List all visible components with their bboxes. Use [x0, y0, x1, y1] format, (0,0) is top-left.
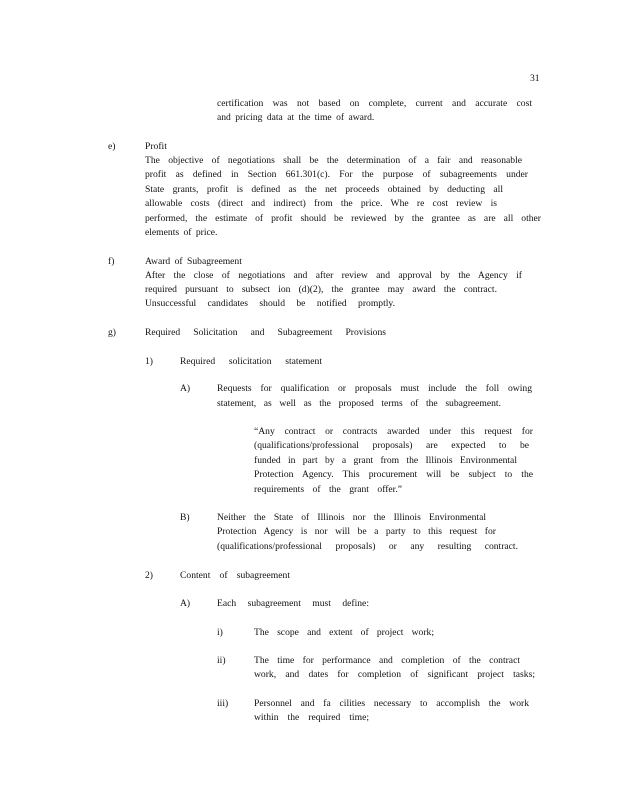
text-line: The scope and extent of project work;	[254, 627, 434, 638]
section-label: e)	[108, 141, 116, 152]
quote-line: “Any contract or contracts awarded under this request for	[254, 426, 533, 437]
quote-line: (qualifications/professional proposals) are expected to be	[254, 440, 529, 451]
text-line: Personnel and fa cilities necessary to accomplish the work	[254, 698, 529, 709]
text-line: allowable costs (direct and indirect) from the price. Whe re cost review is	[145, 198, 497, 209]
text-line: After the close of negotiations and after review and approval by the Agency if	[145, 270, 522, 281]
text-line: State grants, profit is defined as the net proceeds obtained by deducting all	[145, 184, 503, 195]
roman-label: i)	[217, 627, 223, 638]
text-line: performed, the estimate of profit should be reviewed by the grantee as are all other	[145, 213, 541, 224]
quote-line: requirements of the grant offer.”	[254, 484, 402, 495]
quote-line: funded in part by a grant from the Illinois Environmental	[254, 455, 517, 466]
section-title: Award of Subagreement	[145, 256, 242, 267]
quote-line: Protection Agency. This procurement will be subject to the	[254, 469, 533, 480]
subsection-label: 2)	[145, 570, 153, 581]
item-label: A)	[180, 383, 191, 394]
text-line: Unsuccessful candidates should be notified promptly.	[145, 298, 395, 309]
text-line: Each subagreement must define:	[217, 598, 369, 609]
text-line: Protection Agency is nor will be a party to this request for	[217, 526, 496, 537]
text-line: profit as defined in Section 661.301(c). For the purpose of subagreements under	[145, 169, 528, 180]
subsection-title: Required solicitation statement	[180, 356, 322, 367]
text-line: required pursuant to subsect ion (d)(2), the grantee may award the contract.	[145, 284, 497, 295]
text-line: work, and dates for completion of significant project tasks;	[254, 669, 535, 680]
text-line: within the required time;	[254, 712, 369, 723]
section-title: Required Solicitation and Subagreement Provisions	[145, 327, 386, 338]
text-line: and pricing data at the time of award.	[217, 112, 375, 123]
text-line: Requests for qualification or proposals must include the foll owing	[217, 383, 532, 394]
section-label: g)	[108, 327, 116, 338]
roman-label: ii)	[217, 655, 226, 666]
page-number: 31	[530, 73, 540, 84]
item-label: A)	[180, 598, 191, 609]
roman-label: iii)	[217, 698, 229, 709]
text-line: The objective of negotiations shall be the determination of a fair and reasonable	[145, 155, 522, 166]
section-title: Profit	[145, 141, 167, 152]
text-line: elements of price.	[145, 227, 218, 238]
section-label: f)	[108, 256, 115, 267]
subsection-title: Content of subagreement	[180, 570, 290, 581]
text-line: (qualifications/professional proposals) or any resulting contract.	[217, 541, 518, 552]
text-line: The time for performance and completion of the contract	[254, 655, 520, 666]
subsection-label: 1)	[145, 356, 153, 367]
text-line: statement, as well as the proposed terms of the subagreement.	[217, 398, 501, 409]
text-line: Neither the State of Illinois nor the Illinois Environmental	[217, 512, 486, 523]
text-line: certification was not based on complete, current and accurate cost	[217, 98, 532, 109]
item-label: B)	[180, 512, 190, 523]
